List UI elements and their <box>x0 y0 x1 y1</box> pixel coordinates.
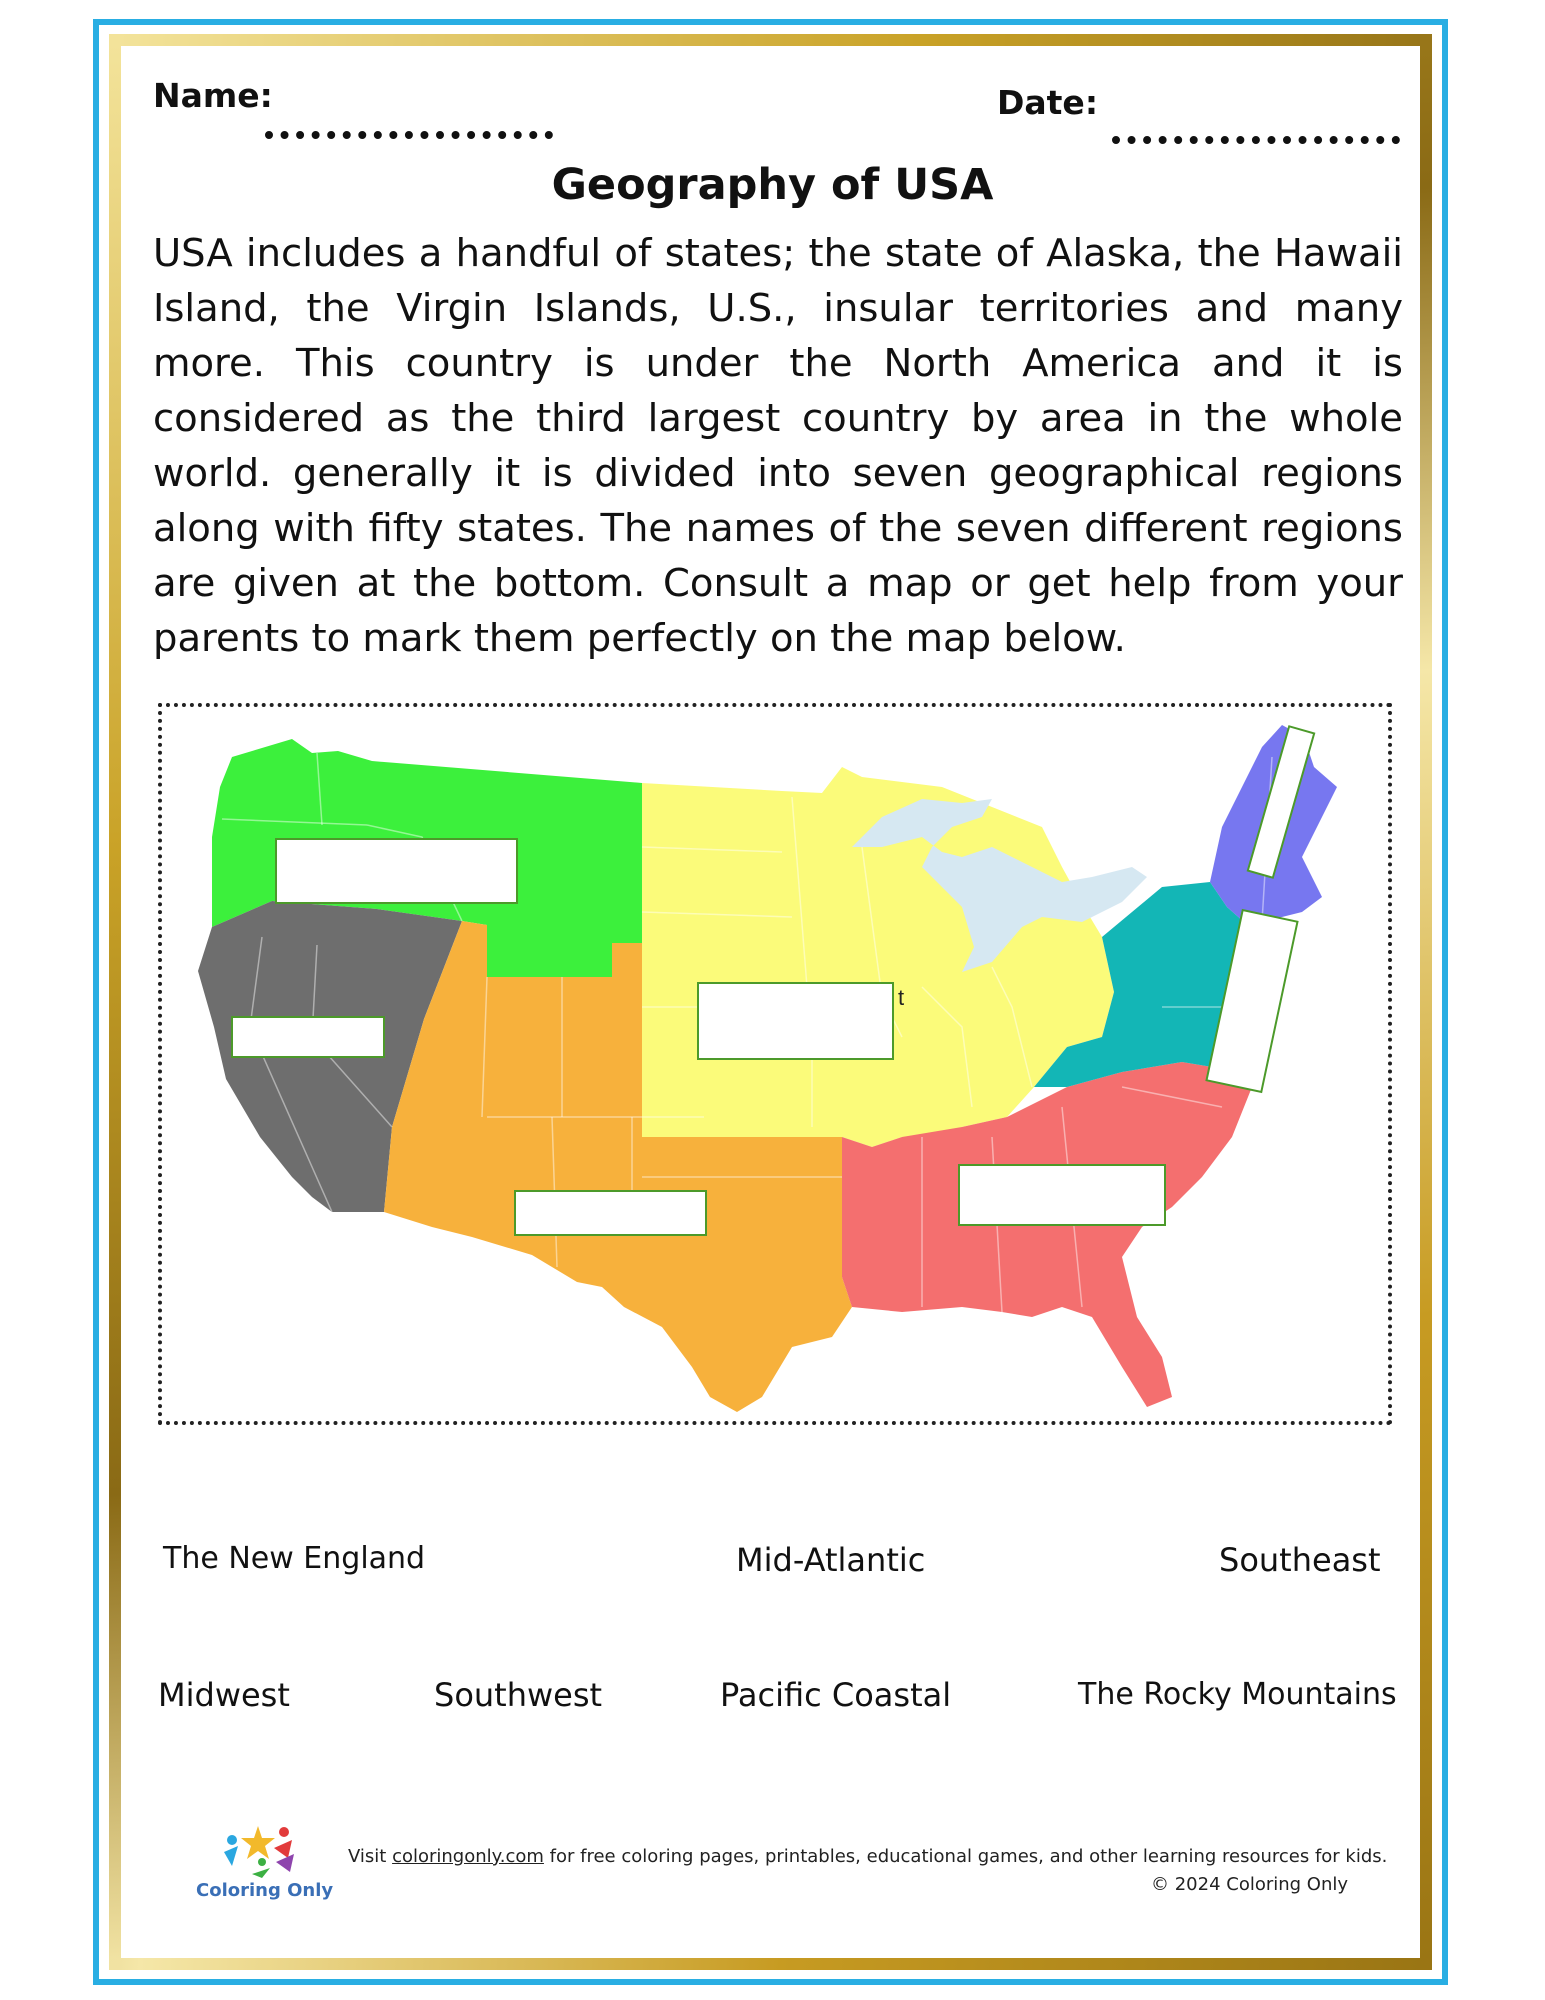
us-regions-map <box>162 707 1388 1421</box>
label-box-southeast[interactable] <box>959 1165 1165 1225</box>
coloringonly-link[interactable]: coloringonly.com <box>392 1846 544 1867</box>
footer-visit-prefix: Visit <box>348 1846 393 1867</box>
label-box-southwest[interactable] <box>515 1191 706 1235</box>
label-box-midwest[interactable] <box>698 983 893 1059</box>
name-blank-line[interactable] <box>265 131 553 139</box>
name-label: Name: <box>153 76 273 115</box>
region-name-southwest: Southwest <box>434 1676 603 1714</box>
date-blank-line[interactable] <box>1112 136 1400 144</box>
region-name-southeast: Southeast <box>1219 1541 1381 1579</box>
intro-paragraph: USA includes a handful of states; the state of Alaska, the Hawaii Island, the Virgin Islands, U.S., insular territories and many more. This country is under the North America and it is considered as the third largest country by area in the whole world. generally it is divided into seven geographical regions along with fifty states. The names of the seven different regions are given at the bottom. Consult a map or get help from your parents to mark them perfectly on the map below. <box>153 231 1403 661</box>
region-name-pacific-coastal: Pacific Coastal <box>720 1676 952 1714</box>
us-regions-map-frame <box>158 703 1392 1425</box>
page-title: Geography of USA <box>551 160 994 210</box>
region-name-new-england: The New England <box>163 1541 426 1576</box>
stray-letter: t <box>898 985 905 1010</box>
logo-text: Coloring Only <box>196 1880 334 1901</box>
label-box-pacific-northwest[interactable] <box>276 839 517 903</box>
coloring-only-logo-icon <box>218 1822 298 1878</box>
footer-copyright: © 2024 Coloring Only <box>1151 1874 1349 1895</box>
region-name-rocky-mountains: The Rocky Mountains <box>1078 1677 1397 1712</box>
label-box-pacific-coastal[interactable] <box>232 1017 384 1057</box>
region-name-midwest: Midwest <box>158 1676 290 1714</box>
footer-visit-suffix: for free coloring pages, printables, educational games, and other learning resources for kids. <box>543 1846 1388 1867</box>
footer-visit-line <box>348 1846 1387 1867</box>
region-name-mid-atlantic: Mid-Atlantic <box>736 1541 926 1579</box>
date-label: Date: <box>997 83 1099 122</box>
